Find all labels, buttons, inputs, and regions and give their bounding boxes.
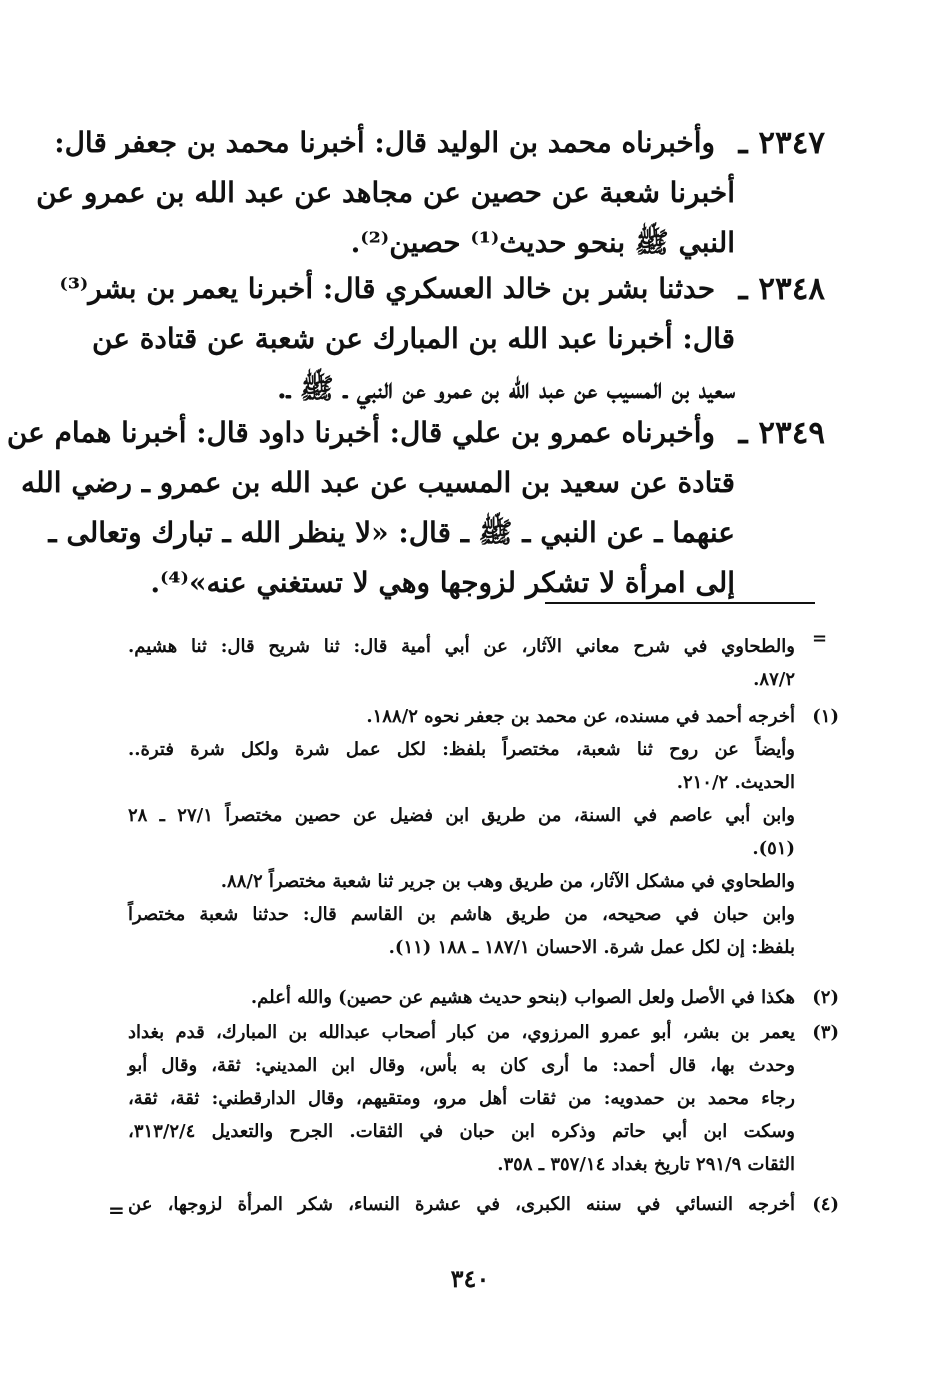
footnote-marker: (٤) [812, 1194, 839, 1215]
hadith-number: ٢٣٤٧ ـ [738, 125, 825, 161]
footnote-line: رجاء محمد بن حمدويه: من ثقات أهل مرو، ومتقيهم، وقال الدارقطني: ثقة، ثقة، [128, 1088, 795, 1109]
hadith-2347 [36, 118, 825, 268]
footnote-line: وسكت ابن أبي حاتم وذكره ابن حبان في الثقات. الجرح والتعديل ٣١٣/٢/٤، [128, 1121, 795, 1142]
hadith-line: إلى امرأة لا تشكر لزوجها وهي لا تستغني عنه»⁽⁴⁾. [150, 566, 735, 599]
hadith-line: حدثنا بشر بن خالد العسكري قال: أخبرنا يعمر بن بشر⁽³⁾ [59, 272, 715, 305]
footnote-line: الثقات ٢٩١/٩ تاريخ بغداد ٣٥٧/١٤ ـ ٣٥٨. [497, 1154, 795, 1175]
continuation-mark: = [812, 628, 828, 649]
footnote-separator [545, 602, 815, 604]
footnote-line: وابن أبي عاصم في السنة، من طريق ابن فضيل عن حصين مختصراً ٢٧/١ ـ ٢٨ [128, 805, 796, 826]
footnote-line: والطحاوي في مشكل الآثار، من طريق وهب بن جرير ثنا شعبة مختصراً ٨٨/٢. [220, 871, 795, 892]
footnote-line: أخرجه النسائي في سننه الكبرى، في عشرة النساء، شكر المرأة لزوجها، عن [128, 1194, 796, 1215]
hadith-2348 [59, 264, 825, 414]
footnote-line: ٨٧/٢. [753, 669, 795, 690]
footnote-carryover [128, 630, 851, 696]
footnote-marker: (٢) [812, 987, 839, 1008]
footnote-line: أخرجه أحمد في مسنده، عن محمد بن جعفر نحوه ١٨٨/٢. [366, 706, 795, 727]
footnote-marker: (١) [812, 706, 839, 727]
footnote-line: الحديث. ٢١٠/٢. [676, 772, 795, 793]
footnote-4 [128, 1188, 851, 1221]
footnote-line: يعمر بن بشر، أبو عمرو المرزوي، من كبار أصحاب عبدالله بن المبارك، قدم بغداد [128, 1022, 795, 1043]
footnote-line: (٥١). [752, 838, 795, 859]
footnote-line: بلفظ: إن لكل عمل شرة. الاحسان ١٨٧/١ ـ ١٨٨ (١١). [388, 937, 795, 958]
footnote-line: وأيضاً عن روح ثنا شعبة، مختصراً بلفظ: لكل عمل شرة ولكل شرة فترة.. [128, 739, 795, 760]
hadith-line: النبي ﷺ بنحو حديث⁽¹⁾ حصين⁽²⁾. [350, 226, 735, 259]
hadith-line: أخبرنا شعبة عن حصين عن مجاهد عن عبد الله بن عمرو عن [36, 176, 735, 209]
hadith-line: وأخبرناه محمد بن الوليد قال: أخبرنا محمد بن جعفر قال: [54, 126, 715, 159]
hadith-line: قال: أخبرنا عبد الله بن المبارك عن شعبة عن قتادة عن [91, 322, 735, 355]
hadith-number: ٢٣٤٩ ـ [738, 415, 825, 451]
footnote-line: وحدث بها، قال أحمد: ما أرى كان به بأس، وقال ابن المديني: ثقة، وقال أبو [128, 1055, 795, 1076]
footnote-1 [128, 700, 851, 964]
hadith-line: وأخبرناه عمرو بن علي قال: أخبرنا داود قال: أخبرنا همام عن [6, 416, 715, 449]
footnote-marker: (٣) [812, 1022, 839, 1043]
footnote-3 [128, 1016, 851, 1181]
footnote-2 [128, 981, 851, 1014]
hadith-2349 [6, 408, 825, 608]
hadith-line: سعيد بن المسيب عن عبد الله بن عمرو عن النبي ـ ﷺ ـ. [276, 372, 735, 405]
hadith-line: قتادة عن سعيد بن المسيب عن عبد الله بن عمرو ـ رضي الله [20, 466, 735, 499]
page-number: ٣٤٠ [450, 1264, 490, 1293]
footnote-line: هكذا في الأصل ولعل الصواب (بنحو حديث هشيم عن حصين) والله أعلم. [250, 987, 795, 1008]
continuation-mark: = [108, 1198, 125, 1222]
footnote-line: والطحاوي في شرح معاني الآثار، عن أبي أمية قال: ثنا شريح قال: ثنا هشيم. [128, 636, 795, 657]
hadith-number: ٢٣٤٨ ـ [738, 271, 825, 307]
hadith-line: عنهما ـ عن النبي ـ ﷺ ـ قال: «لا ينظر الله ـ تبارك وتعالى ـ [48, 516, 735, 549]
footnote-line: وابن حبان في صحيحه، من طريق هاشم بن القاسم قال: حدثنا شعبة مختصراً [128, 904, 795, 925]
